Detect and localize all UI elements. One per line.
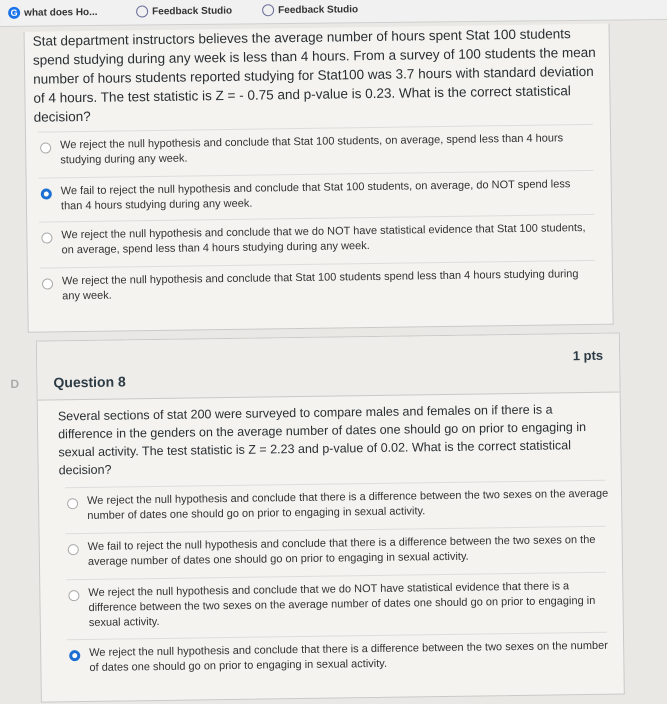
- radio-button[interactable]: [68, 590, 79, 601]
- answer-option[interactable]: [67, 632, 608, 683]
- radio-button-selected[interactable]: [69, 650, 80, 661]
- radio-button[interactable]: [40, 142, 51, 153]
- question-7: [24, 24, 614, 333]
- radio-button[interactable]: [41, 232, 52, 243]
- tab-label: Feedback Studio: [278, 3, 359, 16]
- tab-label: Feedback Studio: [152, 5, 233, 17]
- flag-marker[interactable]: D: [10, 376, 20, 392]
- google-icon: G: [8, 7, 20, 19]
- answer-option[interactable]: [66, 572, 607, 637]
- radio-button-selected[interactable]: [41, 188, 52, 199]
- answer-option[interactable]: [38, 124, 594, 175]
- answer-text: We reject the null hypothesis and conclude that we do NOT have statistical evidence that Stat 100 students, on average, spend less than 4 hours studying during any week.: [61, 222, 586, 257]
- answer-text: We reject the null hypothesis and conclude that we do NOT have statistical evidence that there is a difference between the two sexes on the average number of dates one should go on prior to engaging in sexual activity.: [88, 580, 596, 629]
- answer-option[interactable]: [66, 526, 607, 577]
- answer-text: We reject the null hypothesis and conclude that Stat 100 students spend less than 4 hours studying during any week.: [61, 268, 579, 303]
- question-title: Question 8: [53, 373, 126, 391]
- answer-option[interactable]: [65, 480, 609, 531]
- answer-option[interactable]: [40, 260, 596, 313]
- question-points: 1 pts: [572, 347, 604, 364]
- answer-text: We reject the null hypothesis and conclude that Stat 100 students, on average, spend less than 4 hours studying during any week.: [60, 132, 564, 167]
- radio-button[interactable]: [68, 544, 79, 555]
- answer-text: We reject the null hypothesis and conclude that there is a difference between the two sexes on the average number of dates one should go on prior to engaging in sexual activity.: [87, 487, 609, 522]
- question-8: [36, 333, 625, 703]
- question-stem: Stat department instructors believes the average number of hours spent Stat 100 students spend studying during any week is less than 4 hours. From a survey of 100 students the mean number of hours students reported studying for Stat100 was 3.7 hours with standard deviation of 4 hours. The test statistic is Z = - 0.75 and p-value is 0.23. What is the correct statistical decision?: [32, 26, 596, 125]
- tab-label: what does Ho...: [24, 6, 98, 19]
- answer-text: We reject the null hypothesis and conclude that there is a difference between the two sexes on the number of dates one should go on prior to engaging in sexual activity.: [89, 639, 608, 674]
- radio-button[interactable]: [42, 278, 53, 289]
- radio-button[interactable]: [67, 498, 78, 509]
- answer-text: We fail to reject the null hypothesis and conclude that Stat 100 students, on average, do NOT spend less than 4 hours studying during any week.: [60, 178, 571, 213]
- answer-option[interactable]: [39, 170, 595, 221]
- question-header: [37, 334, 620, 401]
- answer-text: We fail to reject the null hypothesis and conclude that there is a difference between the two sexes on the average number of dates one should go on prior to engaging in sexual activity.: [87, 533, 596, 568]
- answer-option[interactable]: [39, 214, 595, 267]
- question-stem: Several sections of stat 200 were surveyed to compare males and females on if there is a difference in the genders on the average number of dates one should go on prior to engaging in sexual activity. The test statistic is Z = 2.23 and p-value of 0.02. What is the correct statistical decision?: [57, 402, 587, 478]
